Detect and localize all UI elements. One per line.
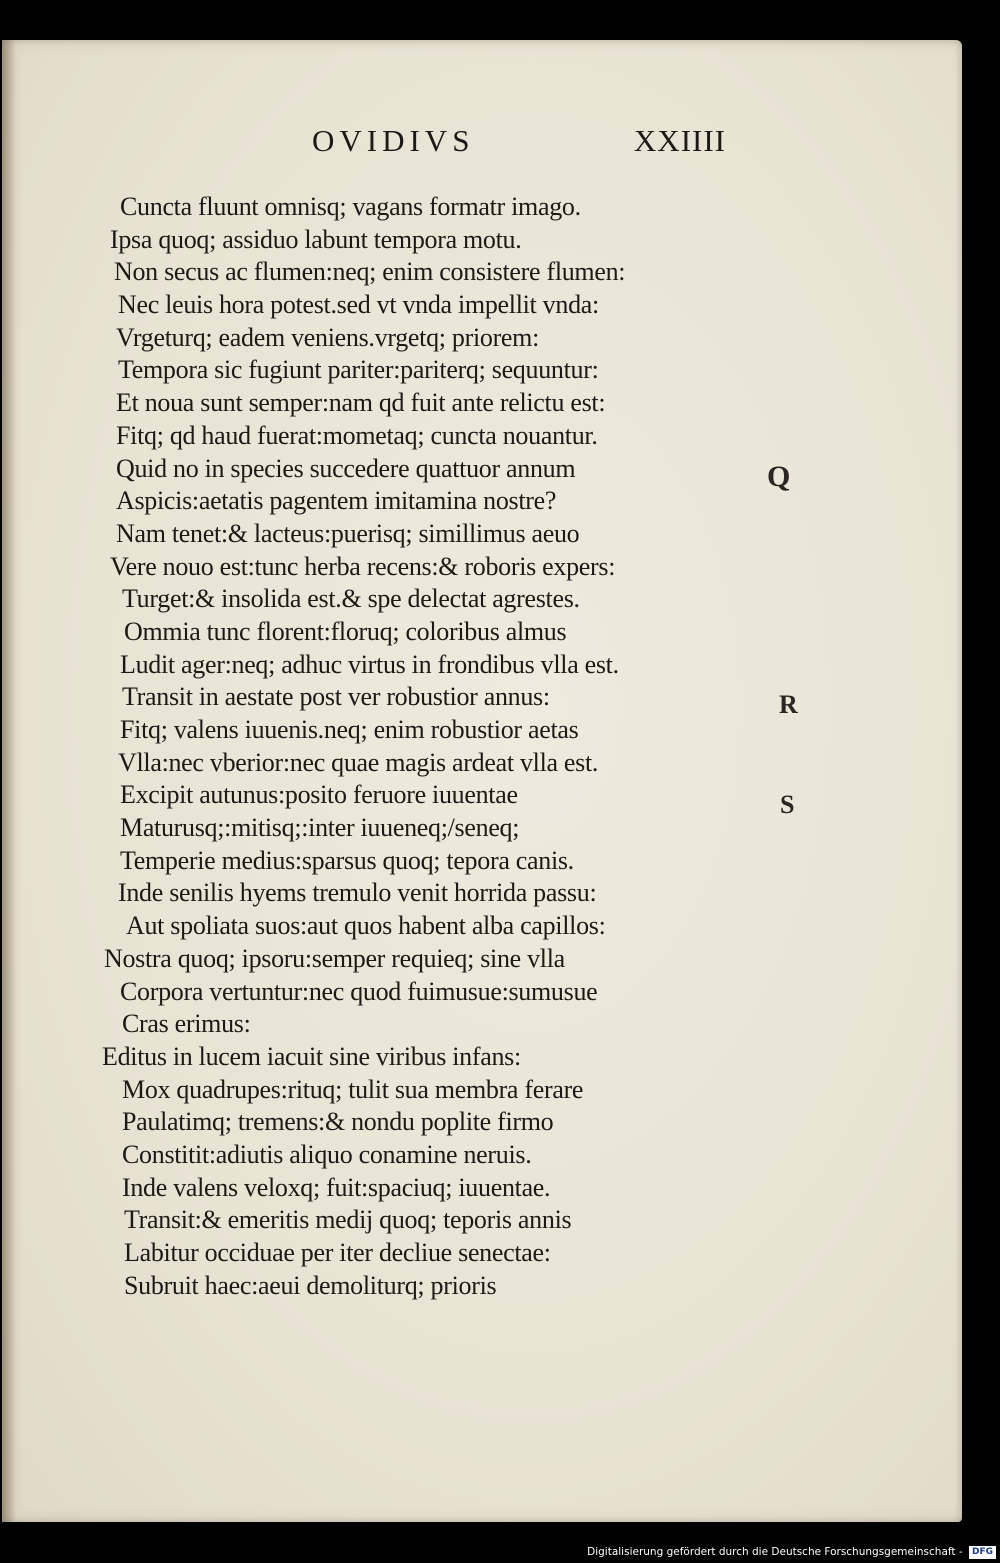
- verse-line: Aspicis:aetatis pagentem imitamina nostre?: [116, 486, 557, 516]
- verse-line: Ludit ager:neq; adhuc virtus in frondibus vlla est.: [120, 649, 619, 679]
- verse-line: Nec leuis hora potest.sed vt vnda impellit vnda:: [118, 290, 599, 320]
- verse-line: Vere nouo est:tunc herba recens:& roboris expers:: [110, 551, 616, 581]
- running-title: OVIDIVS: [312, 123, 475, 158]
- verse-line: Cras erimus:: [122, 1009, 251, 1039]
- verse-line: Aut spoliata suos:aut quos habent alba capillos:: [126, 911, 606, 941]
- verse-line: Fitq; qd haud fuerat:mometaq; cuncta nouantur.: [116, 420, 598, 450]
- folio-number: XXIIII: [633, 123, 726, 158]
- page-header: [312, 123, 732, 163]
- verse-text-block: [102, 191, 762, 1302]
- verse-line: Fitq; valens iuuenis.neq; enim robustior aetas: [120, 715, 579, 744]
- verse-line: Quid no in species succedere quattuor annum: [116, 453, 576, 483]
- verse-line: Inde valens veloxq; fuit:spaciuq; iuuentae.: [122, 1172, 551, 1202]
- book-page: [2, 40, 962, 1522]
- verse-line: Vlla:nec vberior:nec quae magis ardeat vlla est.: [118, 747, 599, 777]
- verse-line: Constitit:adiutis aliquo conamine neruis.: [122, 1139, 532, 1169]
- verse-line: Transit in aestate post ver robustior annus:: [122, 682, 550, 712]
- verse-line: Ipsa quoq; assiduo labunt tempora motu.: [110, 224, 522, 254]
- dfg-logo: DFG: [969, 1546, 996, 1559]
- verse-line: Ommia tunc florent:floruq; coloribus almus: [124, 616, 567, 646]
- credit-text: Digitalisierung gefördert durch die Deutsche Forschungsgemeinschaft -: [587, 1546, 963, 1558]
- verse-line: Cuncta fluunt omnisq; vagans formatr imago.: [120, 192, 581, 221]
- marginal-letter-q: Q: [767, 460, 791, 493]
- verse-line: Tempora sic fugiunt pariter:pariterq; sequuntur:: [118, 355, 599, 385]
- verse-line: Labitur occiduae per iter decliue senectae:: [124, 1238, 551, 1267]
- verse-line: Mox quadrupes:rituq; tulit sua membra ferare: [122, 1074, 584, 1104]
- verse-line: Non secus ac flumen:neq; enim consistere flumen:: [114, 257, 626, 287]
- verse-line: Nostra quoq; ipsoru:semper requieq; sine vlla: [104, 943, 565, 973]
- verse-line: Maturusq;:mitisq;:inter iuueneq;/seneq;: [120, 813, 520, 843]
- verse-line: Inde senilis hyems tremulo venit horrida passu:: [118, 878, 597, 908]
- verse-line: Corpora vertuntur:nec quod fuimusue:sumusue: [120, 976, 598, 1006]
- verse-line: Excipit autunus:posito feruore iuuentae: [120, 780, 518, 810]
- page-gutter-shadow: [2, 40, 16, 1522]
- verse-line: Turget:& insolida est.& spe delectat agrestes.: [122, 584, 580, 614]
- verse-line: Subruit haec:aeui demoliturq; prioris: [124, 1270, 497, 1300]
- verse-line: Vrgeturq; eadem veniens.vrgetq; priorem:: [116, 322, 540, 352]
- verse-line: Temperie medius:sparsus quoq; tepora canis.: [120, 845, 574, 875]
- verse-line: Et noua sunt semper:nam qd fuit ante relictu est:: [116, 388, 606, 418]
- verse-line: Editus in lucem iacuit sine viribus infans:: [102, 1041, 521, 1071]
- digitization-credit: [587, 1543, 996, 1561]
- marginal-letter-s: S: [780, 790, 795, 819]
- verse-line: Paulatimq; tremens:& nondu poplite firmo: [122, 1107, 554, 1137]
- verse-line: Transit:& emeritis medij quoq; teporis annis: [124, 1205, 572, 1235]
- verse-line: Nam tenet:& lacteus:puerisq; simillimus aeuo: [116, 518, 580, 548]
- marginal-letter-r: R: [779, 690, 798, 719]
